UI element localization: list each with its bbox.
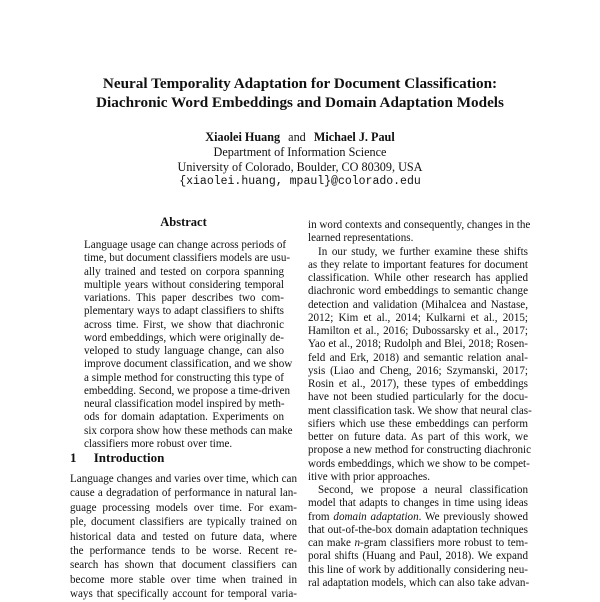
text-line: as they relate to important features for document [308, 258, 528, 271]
text-line: ally trained and tested on corpora spanning [84, 265, 284, 278]
text-line: Yao et al., 2018; Rudolph and Blei, 2018; Rosen- [308, 338, 528, 351]
text-line: diachronic word embeddings to semantic change [308, 285, 528, 298]
text-line: ment classification task. We show that neural clas- [308, 404, 532, 417]
text-line: a simple method for constructing this type of [84, 371, 284, 384]
text-line: Second, we propose a neural classification [318, 484, 528, 496]
text-line: time, but document classifiers models are usu- [84, 252, 291, 265]
text-line: propose a new method for constructing diachronic [308, 444, 532, 457]
text-line: neural classification model inspired by meth- [84, 398, 285, 410]
text-line: classification. While other research has applied [308, 272, 528, 284]
affiliation-university: University of Colorado, Boulder, CO 80309, USA [177, 160, 423, 174]
text-line: ral adaptation models, which can also take advan- [308, 576, 530, 589]
author-name: Xiaolei Huang [205, 130, 281, 144]
text-line: words embeddings, which we show to be compet- [308, 457, 530, 470]
text-line: improve document classification, and we show [84, 358, 293, 371]
text-line: in word contexts and consequently, changes in the [308, 219, 531, 231]
text-line: In our study, we further examine these shifts [318, 245, 528, 258]
text-line: 2012; Kim et al., 2014; Kulkarni et al., 2015; [308, 311, 528, 324]
abstract-heading: Abstract [160, 215, 207, 229]
right-column-body [308, 219, 532, 590]
text-line: ods for domain adaptation. Experiments on [84, 411, 284, 424]
text-line: sifiers which use these embeddings can perform [308, 417, 528, 430]
text-line: Rosin et al., 2017), these types of embeddings [308, 378, 528, 390]
text-line: plementary ways to adapt classifiers to shifts [84, 305, 284, 318]
author-line [0, 130, 600, 145]
text-line: classifiers more robust over time. [84, 437, 233, 450]
introduction-heading [70, 450, 164, 466]
text-line: this line of work by additionally considering neu- [308, 563, 528, 576]
text-line: word embeddings, which were originally de- [84, 331, 284, 344]
text-line: variations. This paper describes two com- [84, 292, 284, 304]
text-line: search has shown that document classifiers can [70, 559, 297, 572]
text-line: become more stable over time when trained in [70, 573, 297, 586]
paragraph [84, 239, 293, 451]
text-line: six corpora show how these methods can make [84, 424, 293, 437]
text-line: better on future data. As part of this work, we [308, 431, 528, 443]
text-line: Hamilton et al., 2016; Dubossarsky et al., 2017; [308, 325, 528, 337]
text-line: have not been studied particularly for the docu- [308, 391, 528, 404]
text-line: embedding. Second, we propose a time-driven [84, 384, 291, 397]
paper-title-line-2: Diachronic Word Embeddings and Domain Adaptation Models [96, 94, 504, 111]
text-line: cause a degradation of performance in natural lan- [70, 487, 297, 500]
introduction-body [70, 472, 297, 602]
section-number: 1 [70, 450, 77, 465]
paragraph [308, 245, 532, 485]
text-line: model that adapts to changes in time using ideas [308, 497, 528, 510]
text-line: Language changes and varies over time, which can [70, 473, 297, 485]
text-line: detection and validation (Mihalcea and Nastase, [308, 298, 528, 311]
text-line: across time. First, we show that diachronic [84, 318, 284, 331]
author-email: {xiaolei.huang, mpaul}@colorado.edu [179, 175, 421, 188]
text-line: the performance tends to be worse. Recent re- [70, 544, 297, 557]
text-line: historical data and tested on future data, where [70, 530, 297, 543]
paragraph [308, 219, 531, 246]
italic-term: n [354, 537, 361, 549]
text-line: multiple years without considering temporal [84, 278, 284, 291]
text-line: that out-of-the-box domain adaptation techniques [308, 523, 528, 536]
text-line: feld and Erk, 2018) and semantic relation anal- [308, 351, 528, 364]
text-line: Language usage can change across periods of [84, 239, 287, 251]
abstract-body [84, 239, 293, 451]
paragraph [308, 484, 528, 590]
text-line: can make n-gram classifiers more robust to tem- [308, 537, 529, 549]
text-line: itive with prior approaches. [308, 470, 430, 483]
affiliation-department: Department of Information Science [213, 145, 387, 159]
text-line: ways that specifically account for temporal varia- [70, 588, 297, 601]
text-line: veloped to study language change, can also [84, 345, 284, 357]
paper-title-line-1: Neural Temporality Adaptation for Document Classification: [102, 75, 498, 92]
text-line: ysis (Liao and Cheng, 2016; Szymanski, 2017; [308, 364, 528, 377]
text-line: ple, document classifiers are typically trained on [70, 516, 297, 529]
text-line: learned representations. [308, 232, 414, 245]
section-title: Introduction [93, 450, 165, 465]
italic-term: domain adaptation [333, 510, 419, 523]
text-line: from domain adaptation. We previously showed [308, 510, 528, 523]
text-line: poral shifts (Huang and Paul, 2018). We expand [308, 550, 528, 563]
paragraph [70, 472, 297, 602]
author-conjunction: and [288, 130, 306, 144]
text-line: guage processing models over time. For exam- [70, 501, 297, 514]
author-name: Michael J. Paul [313, 130, 395, 144]
